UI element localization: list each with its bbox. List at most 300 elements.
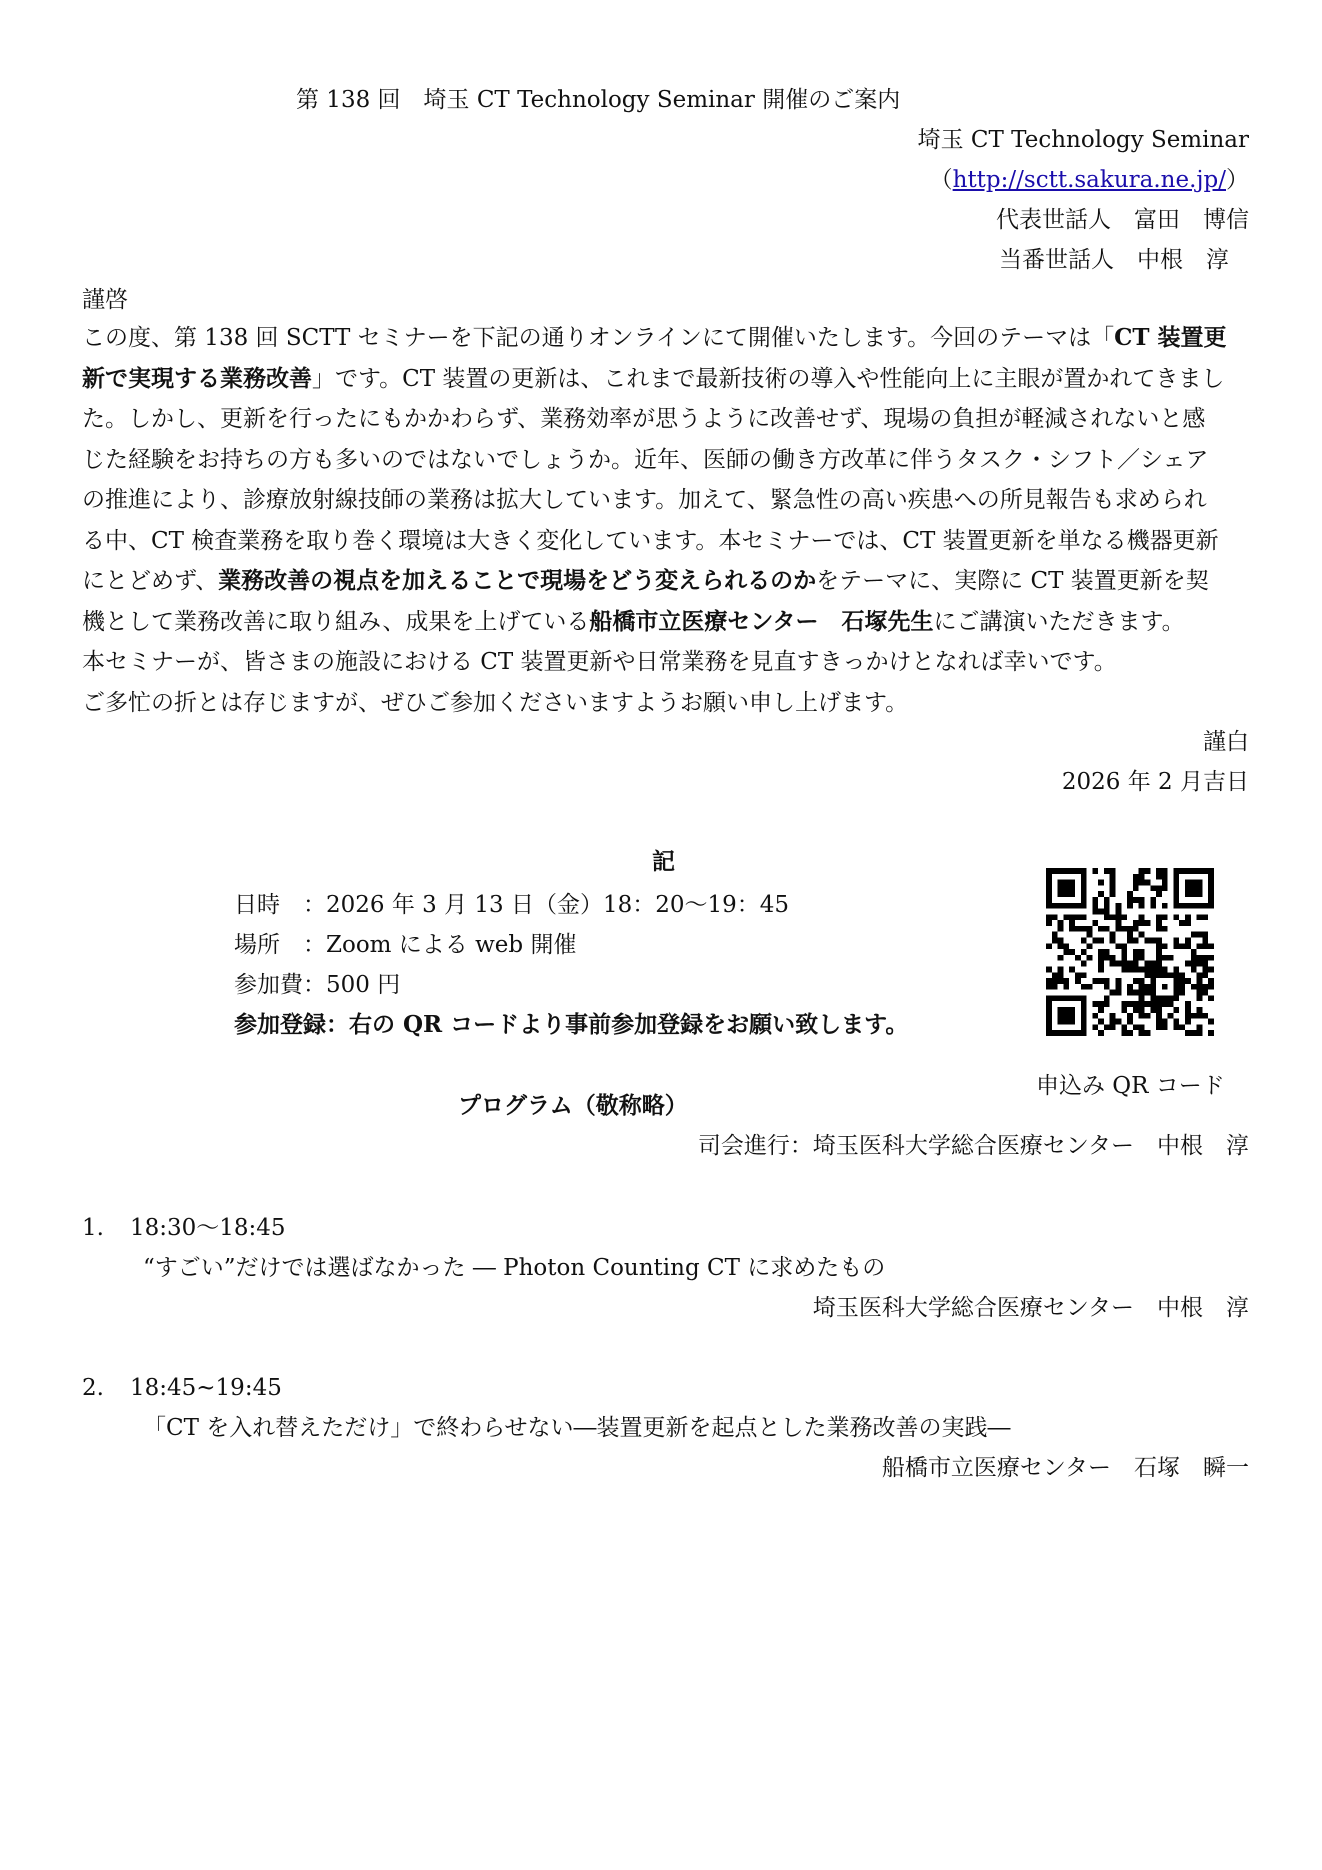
qr-module: [1046, 885, 1052, 891]
qr-module: [1144, 966, 1150, 972]
qr-module: [1168, 995, 1174, 1001]
qr-module: [1197, 961, 1203, 967]
qr-module: [1133, 920, 1139, 926]
event-datetime: 日時 ：2026 年 3 月 13 日（金）18：20～19：45: [234, 892, 790, 918]
qr-module: [1046, 891, 1052, 897]
qr-module: [1139, 1013, 1145, 1019]
qr-module: [1063, 880, 1069, 886]
qr-module: [1156, 938, 1162, 944]
qr-module: [1185, 1007, 1191, 1013]
qr-module: [1179, 868, 1185, 874]
qr-module: [1087, 926, 1093, 932]
qr-module: [1191, 966, 1197, 972]
qr-module: [1116, 909, 1122, 915]
qr-module: [1139, 903, 1145, 909]
qr-module: [1139, 966, 1145, 972]
qr-module: [1133, 978, 1139, 984]
qr-module: [1173, 903, 1179, 909]
qr-module: [1046, 978, 1052, 984]
qr-module: [1075, 868, 1081, 874]
qr-module: [1098, 1030, 1104, 1036]
theme-bold: CT 装置更: [1114, 324, 1227, 351]
qr-module: [1162, 885, 1168, 891]
qr-module: [1092, 938, 1098, 944]
qr-module: [1197, 880, 1203, 886]
qr-module: [1092, 909, 1098, 915]
qr-module: [1202, 938, 1208, 944]
qr-module: [1127, 903, 1133, 909]
qr-module: [1063, 1007, 1069, 1013]
qr-module: [1208, 966, 1214, 972]
qr-module: [1092, 903, 1098, 909]
qr-module: [1092, 1013, 1098, 1019]
qr-module: [1063, 868, 1069, 874]
qr-module: [1202, 914, 1208, 920]
qr-module: [1127, 891, 1133, 897]
qr-module: [1081, 897, 1087, 903]
qr-module: [1150, 1007, 1156, 1013]
qr-module: [1110, 1024, 1116, 1030]
qr-module: [1069, 914, 1075, 920]
qr-module: [1191, 932, 1197, 938]
qr-module: [1202, 961, 1208, 967]
qr-module: [1087, 932, 1093, 938]
qr-module: [1058, 920, 1064, 926]
qr-module: [1098, 949, 1104, 955]
event-registration: 参加登録：右の QR コードより事前参加登録をお願い致します。: [234, 1011, 909, 1038]
qr-module: [1185, 868, 1191, 874]
qr-module: [1162, 955, 1168, 961]
qr-module: [1156, 1013, 1162, 1019]
qr-module: [1202, 1013, 1208, 1019]
qr-module: [1127, 897, 1133, 903]
qr-module: [1104, 955, 1110, 961]
qr-module: [1156, 943, 1162, 949]
qr-module: [1139, 897, 1145, 903]
qr-module: [1063, 949, 1069, 955]
qr-module: [1081, 1024, 1087, 1030]
qr-module: [1202, 990, 1208, 996]
qr-module: [1208, 880, 1214, 886]
qr-module: [1150, 897, 1156, 903]
qr-module: [1063, 1013, 1069, 1019]
qr-module: [1058, 938, 1064, 944]
qr-module: [1058, 891, 1064, 897]
qr-module: [1052, 1030, 1058, 1036]
body-line: じた経験をお持ちの方も多いのではないでしょうか。近年、医師の働き方改革に伴うタスク・シフト／シェア: [82, 446, 1209, 473]
qr-module: [1046, 995, 1052, 1001]
qr-module: [1081, 1030, 1087, 1036]
qr-module: [1046, 874, 1052, 880]
qr-module: [1139, 1024, 1145, 1030]
qr-module: [1133, 885, 1139, 891]
qr-module: [1098, 1019, 1104, 1025]
qr-module: [1046, 943, 1052, 949]
qr-module: [1173, 995, 1179, 1001]
event-place: 場所 ：Zoom による web 開催: [234, 932, 577, 958]
qr-module: [1110, 1013, 1116, 1019]
qr-module: [1208, 891, 1214, 897]
qr-code-image[interactable]: [1046, 868, 1214, 1036]
qr-module: [1197, 990, 1203, 996]
qr-module: [1110, 874, 1116, 880]
qr-module: [1156, 966, 1162, 972]
qr-module: [1063, 943, 1069, 949]
qr-module: [1075, 995, 1081, 1001]
qr-module: [1127, 938, 1133, 944]
qr-module: [1173, 874, 1179, 880]
qr-module: [1075, 914, 1081, 920]
program-item-number: 1.: [82, 1215, 104, 1241]
qr-module: [1162, 880, 1168, 886]
qr-module: [1162, 984, 1168, 990]
qr-module: [1202, 966, 1208, 972]
qr-module: [1046, 1007, 1052, 1013]
qr-module: [1197, 914, 1203, 920]
qr-module: [1144, 880, 1150, 886]
qr-module: [1046, 1001, 1052, 1007]
qr-module: [1208, 885, 1214, 891]
qr-module: [1144, 1030, 1150, 1036]
notice-title: 記: [652, 848, 675, 875]
qr-module: [1081, 1001, 1087, 1007]
qr-module: [1133, 926, 1139, 932]
qr-module: [1058, 978, 1064, 984]
qr-module: [1156, 961, 1162, 967]
qr-module: [1197, 1030, 1203, 1036]
qr-module: [1139, 920, 1145, 926]
qr-module: [1156, 920, 1162, 926]
qr-module: [1116, 984, 1122, 990]
qr-module: [1081, 885, 1087, 891]
qr-module: [1185, 891, 1191, 897]
qr-module: [1139, 932, 1145, 938]
qr-module: [1162, 1019, 1168, 1025]
qr-module: [1046, 1019, 1052, 1025]
qr-module: [1173, 880, 1179, 886]
qr-module: [1127, 932, 1133, 938]
qr-module: [1133, 897, 1139, 903]
qr-module: [1104, 903, 1110, 909]
qr-module: [1144, 990, 1150, 996]
qr-module: [1069, 1007, 1075, 1013]
qr-module: [1127, 966, 1133, 972]
qr-module: [1098, 1007, 1104, 1013]
qr-module: [1081, 938, 1087, 944]
qr-module: [1144, 938, 1150, 944]
body-text: にとどめず、: [82, 568, 219, 594]
qr-module: [1127, 1030, 1133, 1036]
qr-module: [1052, 995, 1058, 1001]
program-item-time: 18:45~19:45: [130, 1375, 282, 1401]
qr-module: [1058, 972, 1064, 978]
qr-module: [1162, 926, 1168, 932]
qr-module: [1162, 914, 1168, 920]
qr-module: [1197, 995, 1203, 1001]
qr-module: [1139, 978, 1145, 984]
closing: 謹白: [1203, 729, 1249, 755]
qr-module: [1063, 891, 1069, 897]
qr-module: [1075, 972, 1081, 978]
qr-module: [1046, 1013, 1052, 1019]
qr-module: [1173, 978, 1179, 984]
qr-module: [1087, 943, 1093, 949]
qr-module: [1116, 943, 1122, 949]
qr-module: [1075, 978, 1081, 984]
issue-date: 2026 年 2 月吉日: [1061, 769, 1249, 795]
qr-module: [1116, 926, 1122, 932]
body-line: 本セミナーが、皆さまの施設における CT 装置更新や日常業務を見直すきっかけとなれば幸いです。: [82, 649, 1117, 675]
qr-module: [1098, 909, 1104, 915]
qr-module: [1121, 943, 1127, 949]
qr-module: [1087, 955, 1093, 961]
qr-module: [1185, 1001, 1191, 1007]
qr-module: [1150, 961, 1156, 967]
qr-module: [1052, 914, 1058, 920]
qr-module: [1156, 874, 1162, 880]
qr-module: [1162, 995, 1168, 1001]
qr-module: [1116, 1019, 1122, 1025]
qr-module: [1098, 1001, 1104, 1007]
qr-module: [1191, 1013, 1197, 1019]
qr-module: [1058, 1019, 1064, 1025]
qr-module: [1133, 990, 1139, 996]
qr-module: [1081, 868, 1087, 874]
qr-module: [1133, 961, 1139, 967]
qr-module: [1202, 932, 1208, 938]
qr-module: [1139, 990, 1145, 996]
qr-module: [1156, 949, 1162, 955]
qr-module: [1098, 938, 1104, 944]
qr-module: [1104, 995, 1110, 1001]
organizer-url-link[interactable]: http://sctt.sakura.ne.jp/: [952, 167, 1226, 193]
qr-module: [1150, 966, 1156, 972]
qr-module: [1121, 966, 1127, 972]
qr-module: [1191, 984, 1197, 990]
qr-module: [1116, 978, 1122, 984]
qr-module: [1185, 978, 1191, 984]
qr-module: [1162, 868, 1168, 874]
qr-module: [1173, 891, 1179, 897]
qr-module: [1116, 914, 1122, 920]
body-text: をテーマに、実際に CT 装置更新を契: [816, 568, 1209, 594]
qr-module: [1197, 891, 1203, 897]
qr-module: [1173, 1024, 1179, 1030]
qr-module: [1162, 1024, 1168, 1030]
qr-module: [1197, 885, 1203, 891]
qr-module: [1081, 914, 1087, 920]
qr-module: [1104, 1024, 1110, 1030]
qr-module: [1110, 961, 1116, 967]
qr-module: [1098, 978, 1104, 984]
program-item-title: “すごい”だけでは選ばなかった ― Photon Counting CT に求めたもの: [143, 1255, 886, 1281]
body-text: 機として業務改善に取り組み、成果を上げている: [82, 608, 590, 635]
qr-module: [1156, 972, 1162, 978]
qr-module: [1110, 885, 1116, 891]
qr-module: [1191, 880, 1197, 886]
qr-module: [1133, 1007, 1139, 1013]
qr-module: [1191, 949, 1197, 955]
qr-module: [1046, 966, 1052, 972]
qr-module: [1069, 1013, 1075, 1019]
qr-module: [1191, 885, 1197, 891]
qr-module: [1197, 955, 1203, 961]
qr-module: [1185, 914, 1191, 920]
qr-module: [1069, 1030, 1075, 1036]
qr-module: [1092, 868, 1098, 874]
qr-module: [1058, 995, 1064, 1001]
qr-module: [1063, 885, 1069, 891]
qr-module: [1150, 938, 1156, 944]
qr-module: [1081, 949, 1087, 955]
qr-module: [1208, 995, 1214, 1001]
qr-module: [1139, 984, 1145, 990]
qr-module: [1150, 978, 1156, 984]
qr-module: [1156, 1007, 1162, 1013]
qr-module: [1081, 880, 1087, 886]
qr-module: [1185, 920, 1191, 926]
qr-module: [1144, 1001, 1150, 1007]
qr-module: [1127, 984, 1133, 990]
qr-module: [1133, 874, 1139, 880]
program-item-time: 18:30～18:45: [130, 1215, 286, 1241]
qr-module: [1139, 995, 1145, 1001]
qr-module: [1104, 914, 1110, 920]
qr-module: [1110, 938, 1116, 944]
qr-module: [1179, 990, 1185, 996]
qr-module: [1098, 880, 1104, 886]
qr-module: [1202, 955, 1208, 961]
qr-module: [1179, 972, 1185, 978]
qr-module: [1185, 880, 1191, 886]
qr-module: [1173, 885, 1179, 891]
qr-module: [1156, 1024, 1162, 1030]
qr-module: [1046, 984, 1052, 990]
program-item-speaker: 埼玉医科大学総合医療センター 中根 淳: [812, 1295, 1249, 1321]
body-line: の推進により、診療放射線技師の業務は拡大しています。加えて、緊急性の高い疾患への所見報告も求められ: [82, 487, 1207, 513]
qr-module: [1098, 955, 1104, 961]
event-info: [234, 885, 908, 1045]
qr-module: [1208, 943, 1214, 949]
qr-module: [1139, 1007, 1145, 1013]
qr-module: [1110, 955, 1116, 961]
qr-module: [1104, 978, 1110, 984]
qr-module: [1197, 978, 1203, 984]
qr-module: [1058, 926, 1064, 932]
qr-module: [1197, 943, 1203, 949]
qr-module: [1156, 885, 1162, 891]
program-item-title: 「CT を入れ替えただけ」で終わらせない―装置更新を起点とした業務改善の実践―: [143, 1415, 1011, 1441]
qr-module: [1173, 1007, 1179, 1013]
qr-module: [1058, 955, 1064, 961]
qr-module: [1133, 938, 1139, 944]
qr-module: [1087, 984, 1093, 990]
qr-module: [1162, 874, 1168, 880]
qr-module: [1063, 903, 1069, 909]
qr-module: [1185, 961, 1191, 967]
qr-module: [1075, 903, 1081, 909]
qr-module: [1081, 995, 1087, 1001]
qr-module: [1156, 891, 1162, 897]
qr-module: [1069, 868, 1075, 874]
qr-module: [1127, 926, 1133, 932]
qr-module: [1127, 1013, 1133, 1019]
qr-module: [1173, 943, 1179, 949]
qr-module: [1185, 1019, 1191, 1025]
qr-module: [1110, 932, 1116, 938]
qr-module: [1092, 1024, 1098, 1030]
program-item-number: 2.: [82, 1375, 104, 1401]
program-moderator: 司会進行：埼玉医科大学総合医療センター 中根 淳: [697, 1133, 1249, 1159]
qr-module: [1144, 1013, 1150, 1019]
body-line: [82, 359, 1252, 400]
qr-module: [1139, 914, 1145, 920]
speaker-bold: 船橋市立医療センター 石塚先生: [589, 607, 934, 635]
qr-module: [1197, 1007, 1203, 1013]
qr-module: [1156, 955, 1162, 961]
qr-module: [1139, 874, 1145, 880]
qr-module: [1104, 949, 1110, 955]
qr-module: [1156, 926, 1162, 932]
program-item-speaker: 船橋市立医療センター 石塚 瞬一: [881, 1455, 1249, 1481]
qr-module: [1179, 943, 1185, 949]
qr-module: [1046, 1024, 1052, 1030]
qr-module: [1075, 1030, 1081, 1036]
qr-module: [1092, 920, 1098, 926]
qr-module: [1168, 1013, 1174, 1019]
qr-module: [1208, 903, 1214, 909]
qr-module: [1191, 891, 1197, 897]
qr-module: [1063, 984, 1069, 990]
qr-module: [1156, 914, 1162, 920]
qr-module: [1052, 972, 1058, 978]
qr-module: [1046, 914, 1052, 920]
qr-module: [1110, 868, 1116, 874]
qr-module: [1081, 1007, 1087, 1013]
qr-module: [1058, 880, 1064, 886]
qr-module: [1069, 995, 1075, 1001]
qr-module: [1150, 995, 1156, 1001]
representative: 代表世話人 富田 博信: [996, 207, 1249, 233]
qr-module: [1058, 966, 1064, 972]
qr-module: [1208, 978, 1214, 984]
qr-module: [1121, 1024, 1127, 1030]
body-line: [82, 318, 1252, 359]
qr-module: [1173, 897, 1179, 903]
qr-module: [1179, 984, 1185, 990]
qr-module: [1104, 926, 1110, 932]
qr-module: [1173, 990, 1179, 996]
body-line: た。しかし、更新を行ったにもかかわらず、業務効率が思うように改善せず、現場の負担が軽減されないと感: [82, 406, 1206, 432]
qr-module: [1121, 949, 1127, 955]
qr-module: [1116, 903, 1122, 909]
qr-module: [1081, 926, 1087, 932]
qr-module: [1191, 961, 1197, 967]
qr-module: [1121, 955, 1127, 961]
qr-module: [1168, 1001, 1174, 1007]
qr-module: [1185, 938, 1191, 944]
organizer-name: 埼玉 CT Technology Seminar: [917, 127, 1249, 153]
qr-module: [1162, 943, 1168, 949]
qr-module: [1058, 1013, 1064, 1019]
qr-module: [1208, 955, 1214, 961]
qr-module: [1058, 868, 1064, 874]
qr-module: [1144, 920, 1150, 926]
qr-module: [1116, 920, 1122, 926]
qr-module: [1139, 955, 1145, 961]
qr-module: [1144, 972, 1150, 978]
qr-module: [1156, 1019, 1162, 1025]
